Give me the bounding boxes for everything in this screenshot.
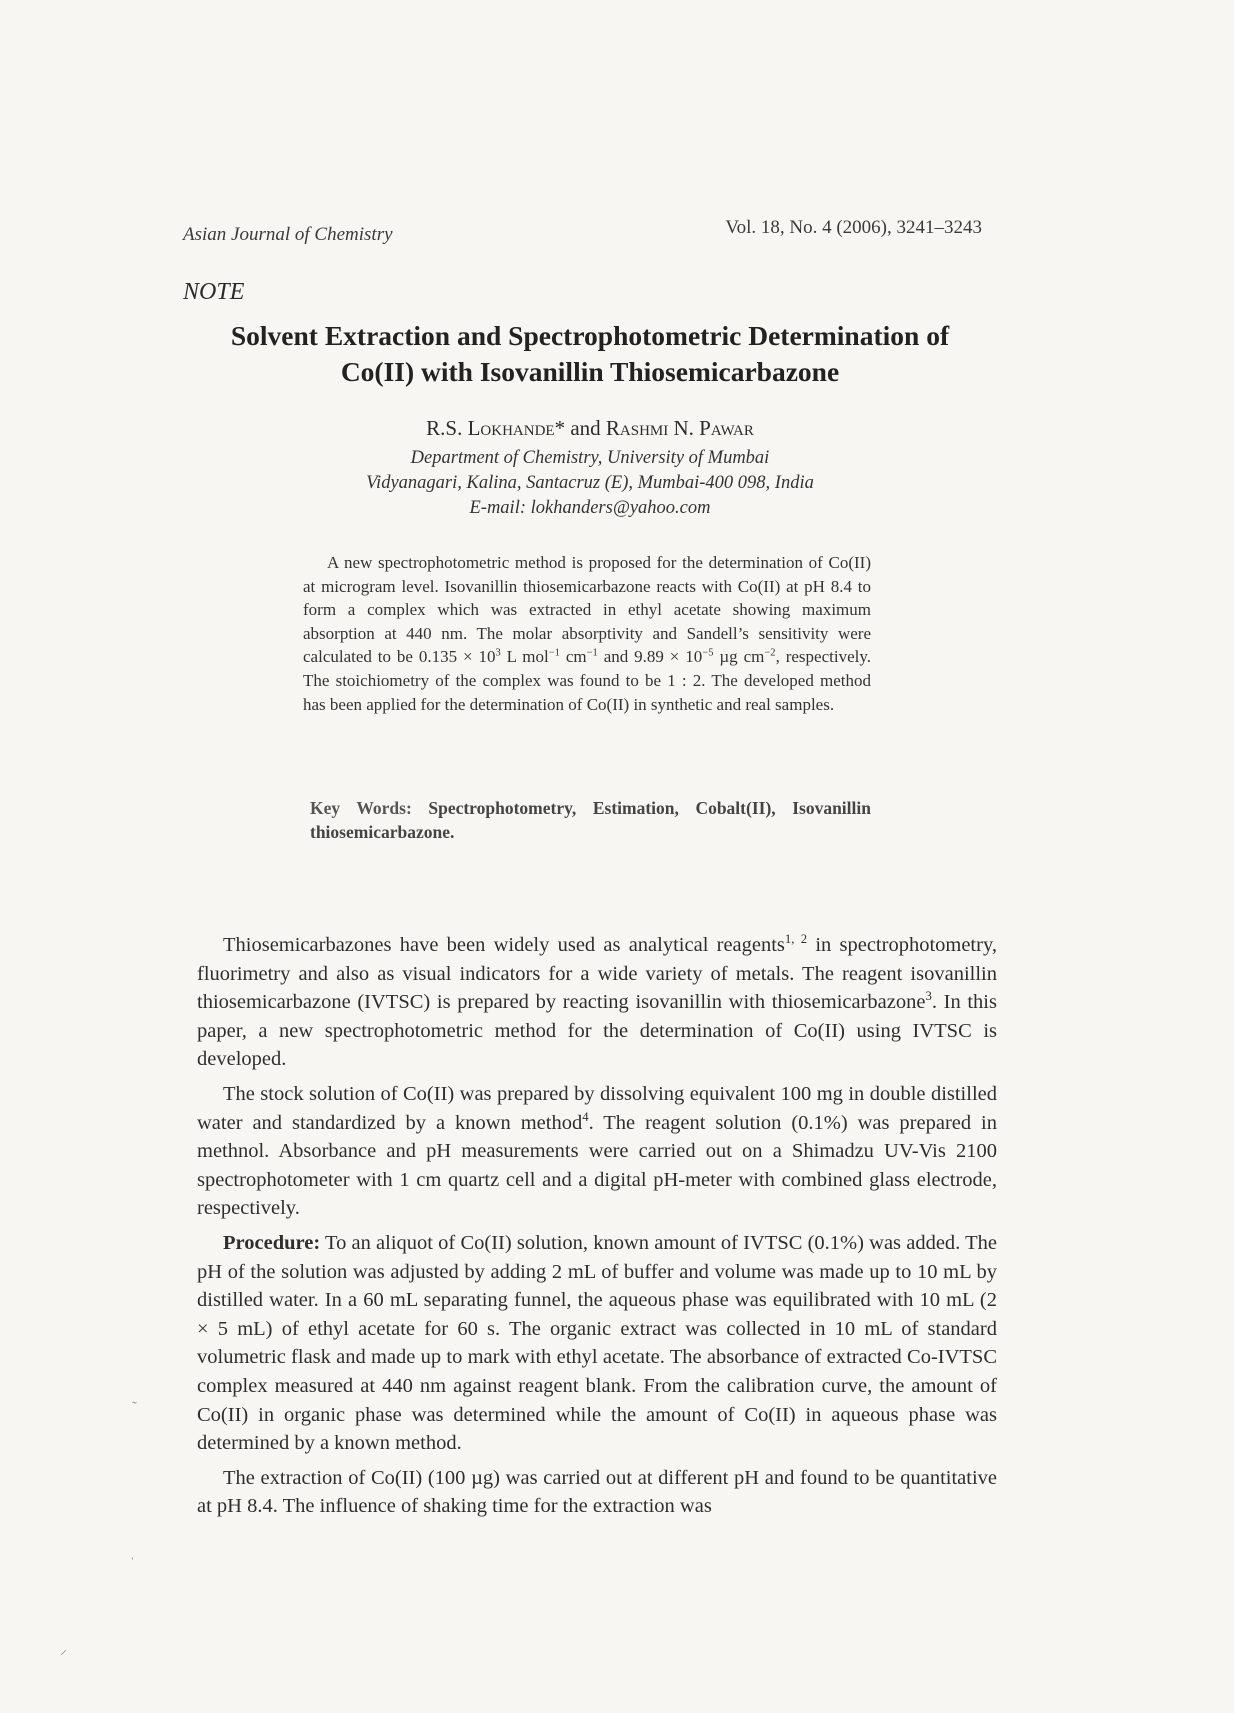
body-text (197, 931, 997, 1527)
abstract (303, 551, 871, 716)
author-1: R.S. Lokhande* (426, 416, 566, 440)
title-line-1: Solvent Extraction and Spectrophotometric Determination of (230, 320, 950, 351)
scan-speck: ˈ (130, 1556, 135, 1571)
article-title (185, 318, 995, 390)
keywords-text: Spectrophotometry, Estimation, Cobalt(II), Isovanillin thiosemicarbazone. (310, 798, 871, 842)
procedure-label: Procedure: (223, 1231, 321, 1254)
scan-speck: ˜ (132, 1400, 137, 1415)
paragraph-extraction: The extraction of Co(II) (100 µg) was carried out at different pH and found to be quantitative at pH 8.4. The influence of shaking time for the extraction was (197, 1466, 997, 1518)
keywords (310, 796, 871, 844)
author-email: E-mail: lokhanders@yahoo.com (469, 498, 711, 518)
affiliation-line-1: Department of Chemistry, University of Mumbai (410, 448, 770, 468)
title-line-2: Co(II) with Isovanillin Thiosemicarbazone (340, 356, 840, 387)
author-connector: and (570, 416, 601, 440)
journal-name: Asian Journal of Chemistry (183, 224, 393, 245)
volume-info: Vol. 18, No. 4 (2006), 3241–3243 (725, 217, 982, 238)
section-label: NOTE (183, 279, 245, 305)
keywords-label: Key Words: (310, 798, 412, 818)
abstract-text: A new spectrophotometric method is proposed for the determination of Co(II) at microgram level. Isovanillin thiosemicarbazone reacts with Co(II) at pH 8.4 to form a complex which was extracted in ethyl acetate showing maximum absorption at 440 nm. The molar absorptivity and Sandell’s sensitivity were calculated to be $0.135 \times 10^3$ L mol$^{-1}$ $cm^{-1}$ and $9.89 \times 10^{-5}$ µg $cm^{-2}$, respectively. The stoichiometry of the complex was found to be 1 : 2. The developed method has been applied for the determination of Co(II) in synthetic and real samples. (303, 553, 871, 714)
author-list (185, 416, 995, 441)
affiliation (185, 446, 995, 521)
affiliation-line-2: Vidyanagari, Kalina, Santacruz (E), Mumbai-400 098, India (366, 473, 814, 493)
scan-speck: ⸝ (60, 1643, 67, 1658)
paragraph-materials: The stock solution of Co(II) was prepared by dissolving equivalent 100 mg in double distilled water and standardized by a known method$^4$. The reagent solution (0.1%) was prepared in methnol. Absorbance and pH measurements were carried out on a Shimadzu UV-Vis 2100 spectrophotometer with 1 cm quartz cell and a digital pH-meter with combined glass electrode, respectively. (197, 1082, 998, 1220)
paragraph-intro: Thiosemicarbazones have been widely used as analytical reagents$^{1, 2}$ in spectrophotometry, fluorimetry and also as visual indicators for a wide variety of metals. The reagent isovanillin thiosemicarbazone (IVTSC) is prepared by reacting isovanillin with thiosemicarbazone$^3$. In this paper, a new spectrophotometric method for the determination of Co(II) using IVTSC is developed. (197, 932, 998, 1071)
paragraph-procedure: Procedure: To an aliquot of Co(II) solution, known amount of IVTSC (0.1%) was added. The pH of the solution was adjusted by adding 2 mL of buffer and volume was made up to 10 mL by distilled water. In a 60 mL separating funnel, the aqueous phase was equilibrated with 10 mL (2 × 5 mL) of ethyl acetate for 60 s. The organic extract was collected in 10 mL of standard volumetric flask and made up to mark with ethyl acetate. The absorbance of extracted Co-IVTSC complex measured at 440 nm against reagent blank. From the calibration curve, the amount of Co(II) in organic phase was determined while the amount of Co(II) in aqueous phase was determined by a known method. (197, 1231, 997, 1455)
author-2: Rashmi N. Pawar (605, 416, 754, 440)
